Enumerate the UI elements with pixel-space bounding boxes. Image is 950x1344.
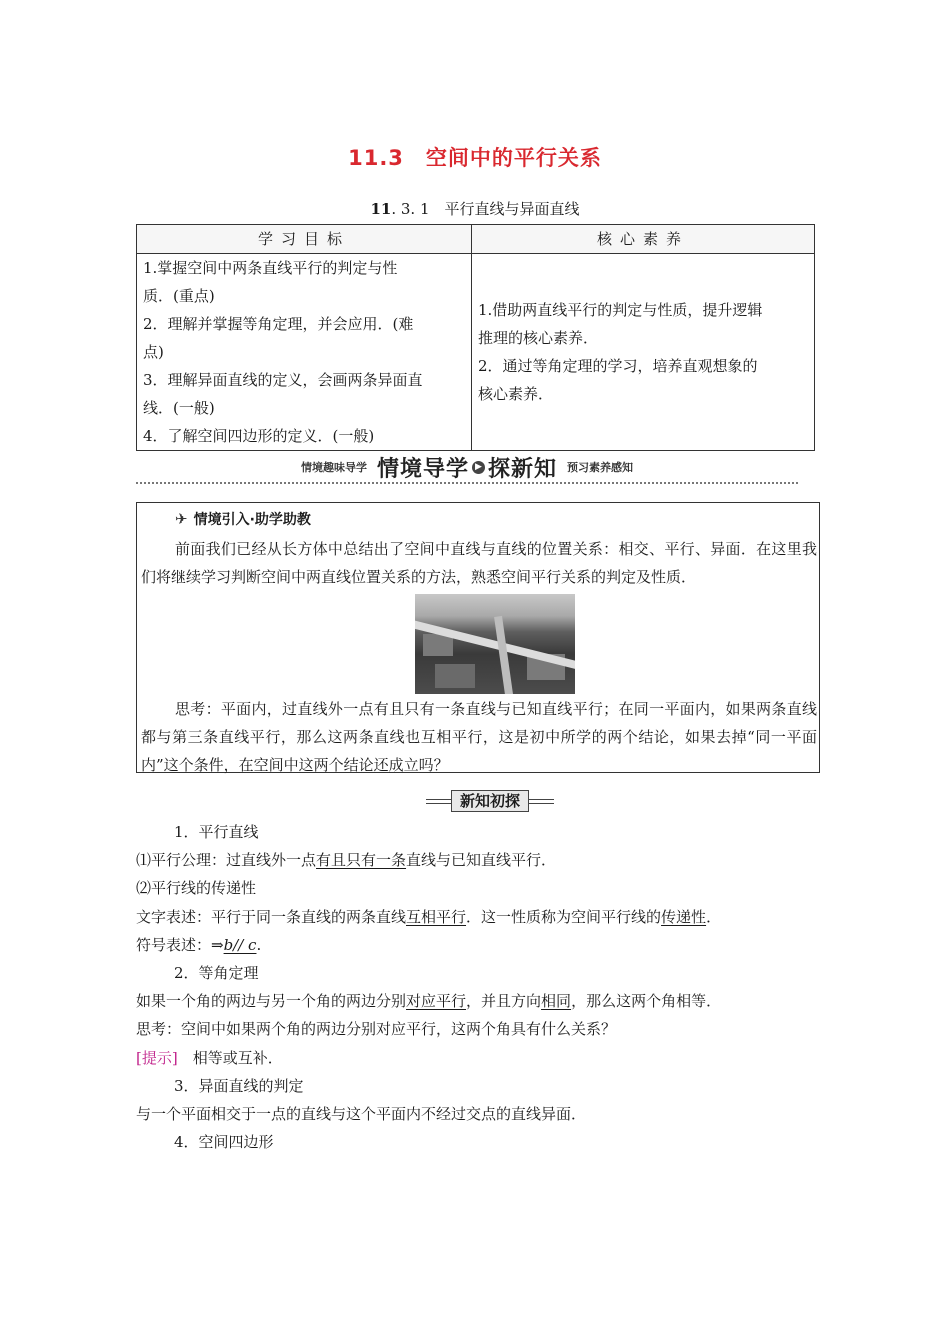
literacy-line: 1.借助两直线平行的判定与性质，提升逻辑 [478,301,763,319]
literacy-line: 推理的核心素养． [478,329,599,347]
section-banner [136,452,798,484]
hint-line: [提示] 相等或互补． [136,1048,283,1067]
section-subtitle: 11. 3. 1 平行直线与异面直线 [370,200,580,218]
goal-line: 3．理解异面直线的定义，会画两条异面直 [143,371,423,389]
header-core-literacy: 核心素养 [472,225,815,254]
think-question-line: 思考：空间中如果两个角的两边分别对应平行，这两个角具有什么关系？ [136,1020,617,1039]
literacy-line: 2．通过等角定理的学习，培养直观想象的 [478,357,758,375]
banner-title-part1: 情境导学 [376,456,469,482]
header-learning-goals: 学习目标 [137,225,472,254]
goal-line: 2．理解并掌握等角定理，并会应用．(难 [143,315,414,333]
intro-paragraph-2: 思考：平面内，过直线外一点有且只有一条直线与已知直线平行；在同一平面内，如果两条直线都与第三条直线平行，那么这两条直线也互相平行，这是初中所学的两个结论，如果去掉“同一平面内”这个条件，在空间中这两个结论还成立吗？ [141,700,817,774]
intro-heading: ✈ 情境引入·助学助教 [175,510,311,528]
page-title: 11.3 空间中的平行关系 [348,146,602,170]
objectives-table [136,224,815,451]
intro-paragraph-1: 前面我们已经从长方体中总结出了空间中直线与直线的位置关系：相交、平行、异面．在这里我们将继续学习判断空间中两直线位置关系的方法，熟悉空间平行关系的判定及性质． [141,540,817,586]
heading-parallel-lines: 1．平行直线 [174,823,259,841]
scenario-intro-box [136,502,820,773]
arrow-right-icon: ▶ [472,461,485,474]
banner-right-caption: 预习素养感知 [567,461,634,474]
core-literacy-cell [472,254,815,451]
scenario-icon: ✈ [175,510,188,528]
heading-space-quadrilateral: 4．空间四边形 [174,1133,274,1152]
learning-goals-cell [137,254,472,451]
equal-angle-theorem-line: 如果一个角的两边与另一个角的两边分别对应平行，并且方向相同，那么这两个角相等． [136,992,722,1011]
hint-label: [提示] [136,1048,178,1067]
skew-lines-rule: 与一个平面相交于一点的直线与这个平面内不经过交点的直线异面． [136,1105,587,1124]
new-knowledge-label: 新知初探 [426,790,554,812]
text-statement-line: 文字表述：平行于同一条直线的两条直线互相平行．这一性质称为空间平行线的传递性． [136,907,722,926]
banner-title-part2: 探新知 [488,456,558,482]
goal-line: 1.掌握空间中两条直线平行的判定与性 [143,259,398,277]
heading-skew-lines: 3．异面直线的判定 [174,1076,304,1095]
goal-line: 质．(重点) [143,287,215,305]
symbol-statement-line: 符号表述：⇒b// c. [136,935,262,954]
banner-left-caption: 情境趣味导学 [300,461,367,474]
literacy-line: 核心素养． [478,385,554,403]
goal-line: 4．了解空间四边形的定义．(一般) [143,427,375,445]
goal-line: 点) [143,343,164,361]
heading-equal-angle: 2．等角定理 [174,964,259,983]
goal-line: 线．(一般) [143,399,215,417]
city-overpass-photo [415,594,575,694]
parallel-axiom-line: ⑴平行公理：过直线外一点有且只有一条直线与已知直线平行． [136,851,557,870]
main-content [136,818,826,1156]
transitivity-heading: ⑵平行线的传递性 [136,879,257,898]
